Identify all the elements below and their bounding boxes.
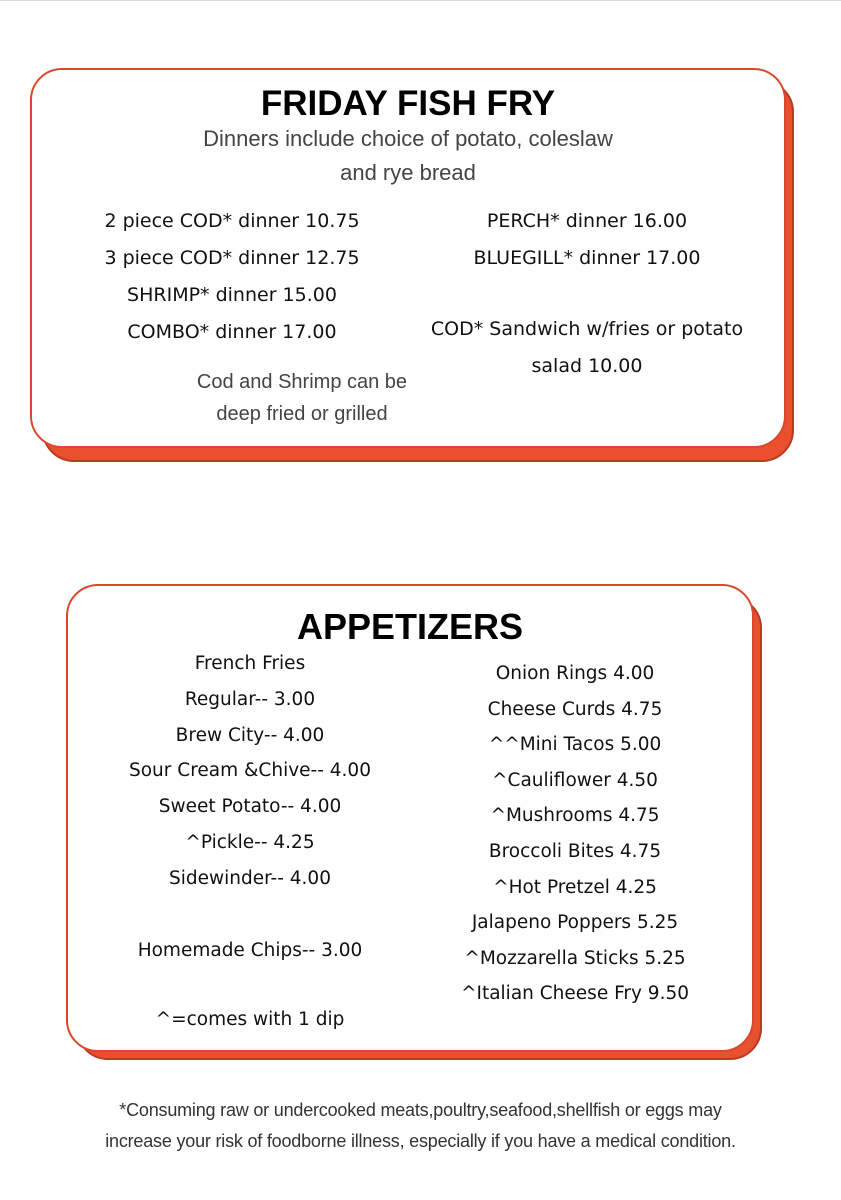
menu-item-sandwich-line1: COD* Sandwich w/fries or potato xyxy=(430,318,744,340)
fish-fry-right-column xyxy=(412,203,762,385)
menu-item: 2 piece COD* dinner 10.75 xyxy=(104,210,360,232)
menu-item: ^Pickle-- 4.25 xyxy=(185,831,315,853)
menu-item-sandwich-line2: salad 10.00 xyxy=(531,355,643,377)
appetizers-left-column xyxy=(90,646,410,1038)
menu-item: Broccoli Bites 4.75 xyxy=(488,840,662,862)
menu-item: Onion Rings 4.00 xyxy=(495,663,655,684)
french-fries-heading: French Fries xyxy=(194,653,306,674)
menu-item: SHRIMP* dinner 15.00 xyxy=(127,284,337,306)
appetizers-card xyxy=(66,584,754,1052)
menu-item: ^Cauliflower 4.50 xyxy=(492,769,658,791)
cooking-note-line1: Cod and Shrimp can be xyxy=(196,371,408,393)
menu-item-chips: Homemade Chips-- 3.00 xyxy=(137,939,363,961)
disclaimer-line2: increase your risk of foodborne illness, especially if you have a medical condition. xyxy=(105,1131,736,1151)
fish-fry-left-column xyxy=(82,203,382,351)
appetizers-right-column xyxy=(420,656,730,1012)
menu-item: Regular-- 3.00 xyxy=(184,688,316,710)
menu-item: ^Mushrooms 4.75 xyxy=(490,805,660,827)
menu-item: Jalapeno Poppers 5.25 xyxy=(471,912,679,934)
cooking-note-line2: deep fried or grilled xyxy=(216,403,388,425)
fish-fry-subtitle-line1: Dinners include choice of potato, coleslaw xyxy=(203,126,613,151)
menu-item: PERCH* dinner 16.00 xyxy=(486,210,688,232)
cooking-note xyxy=(152,366,452,430)
disclaimer-line1: *Consuming raw or undercooked meats,poultry,seafood,shellfish or eggs may xyxy=(119,1100,722,1120)
menu-item: ^Italian Cheese Fry 9.50 xyxy=(461,983,689,1005)
menu-item: Sweet Potato-- 4.00 xyxy=(158,796,342,818)
menu-item: COMBO* dinner 17.00 xyxy=(127,321,337,343)
dip-note: ^=comes with 1 dip xyxy=(155,1009,345,1031)
menu-item: BLUEGILL* dinner 17.00 xyxy=(473,247,701,269)
menu-item: Cheese Curds 4.75 xyxy=(487,698,663,720)
menu-item: Brew City-- 4.00 xyxy=(175,724,325,746)
appetizers-title: APPETIZERS xyxy=(296,606,524,647)
menu-item: Sour Cream &Chive-- 4.00 xyxy=(129,760,371,782)
menu-item: ^^Mini Tacos 5.00 xyxy=(488,734,662,756)
top-divider xyxy=(0,0,841,1)
fish-fry-card xyxy=(30,68,786,448)
menu-item: ^Mozzarella Sticks 5.25 xyxy=(464,947,686,969)
menu-item: Sidewinder-- 4.00 xyxy=(169,867,331,889)
fish-fry-subtitle-line2: and rye bread xyxy=(340,160,476,185)
menu-item: 3 piece COD* dinner 12.75 xyxy=(104,247,360,269)
menu-item: ^Hot Pretzel 4.25 xyxy=(493,876,657,898)
fish-fry-title: FRIDAY FISH FRY xyxy=(260,84,556,123)
